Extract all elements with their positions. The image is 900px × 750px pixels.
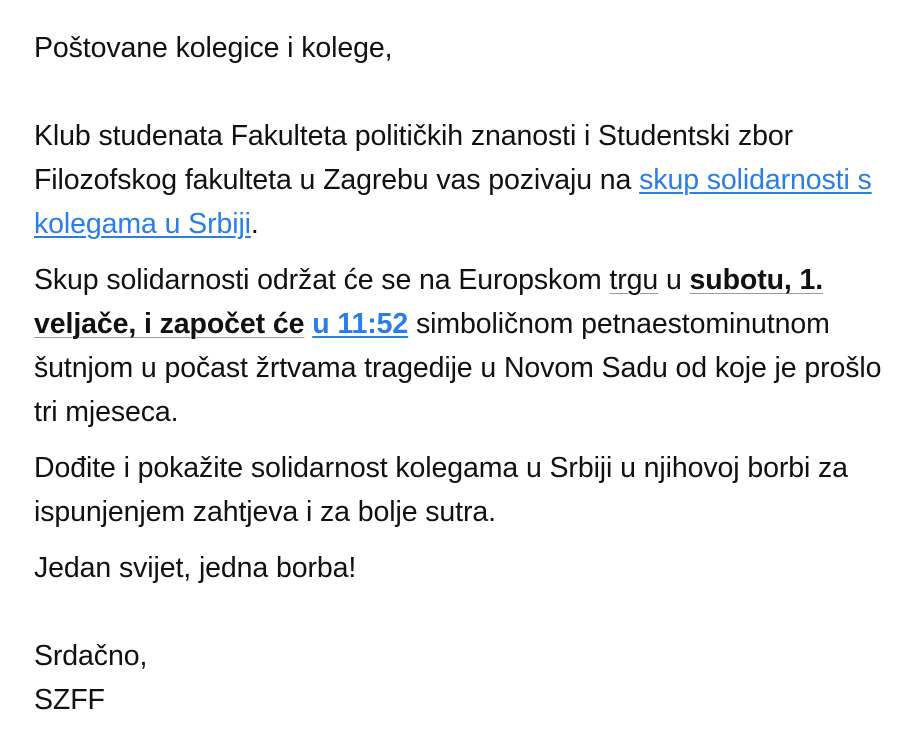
call-to-action-paragraph: Dođite i pokažite solidarnost kolegama u Srbiji u njihovoj borbi za ispunjenjem zahtjeva i za bolje sutra. (34, 452, 848, 528)
greeting: Poštovane kolegice i kolege, (34, 32, 393, 64)
slogan-paragraph: Jedan svijet, jedna borba! (34, 552, 357, 584)
invitation-text: Klub studenata Fakulteta političkih znanosti i Studentski zbor Filozofskog fakulteta u Zagrebu vas pozivaju na (34, 120, 793, 196)
details-text-2: u (658, 264, 690, 296)
invitation-period: . (250, 208, 259, 240)
closing-text: Srdačno, (34, 640, 148, 672)
details-text-1: Skup solidarnosti održat će se na Europskom (34, 264, 610, 296)
date-text: subotu, 1. veljače, i započet će (34, 264, 824, 340)
time-link[interactable]: u 11:52 (312, 308, 409, 340)
signature-text: SZFF (34, 684, 105, 716)
location-word: trgu (609, 264, 659, 296)
details-paragraph (34, 258, 884, 434)
rally-link[interactable]: skup solidarnosti s kolegama u Srbiji (34, 164, 872, 240)
invitation-paragraph (34, 114, 884, 246)
details-text-4: simboličnom petnaestominutnom šutnjom u počast žrtvama tragedije u Novom Sadu od koje je prošlo tri mjeseca. (34, 308, 882, 428)
email-body (34, 26, 884, 722)
